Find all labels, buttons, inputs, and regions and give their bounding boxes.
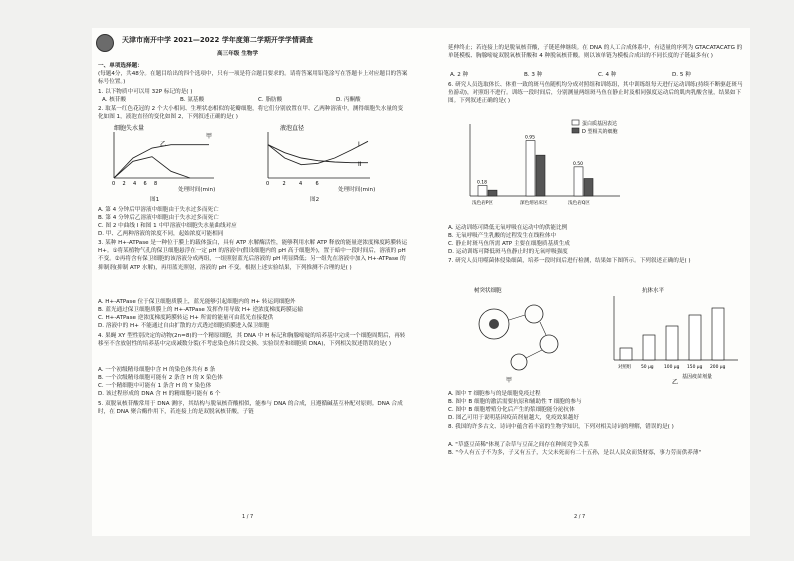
q6-bar-value: 0.50: [573, 161, 584, 167]
q2-option-c: C. 图 2 中曲线 I 和图 1 中甲溶液中细胞失水量曲线对应: [98, 223, 237, 229]
fig2-tick-label: 2: [282, 181, 286, 187]
fig2-xlabel: 处理时间(min): [338, 187, 376, 193]
q1-stem: 1. 以下物质中可以用 32P 标记的是( ): [98, 89, 193, 95]
q6-stem: 6. 研究人员选取体长、体重一致的斑马鱼随机均分成对照组和训练组，其中训练组每天进行运动训练(持续不断驱赶斑马鱼游动)，对照组不进行。训练一段时间后，分别测量两组斑马鱼在静止时及相同强度运动后的肌肉乳酸含量，结果如下图。下列叙述正确的是( ): [448, 82, 743, 105]
q4-option-a: A. 一个初级精母细胞中含 H 的染色体共有 8 条: [98, 367, 216, 373]
q6-bar: [584, 179, 593, 197]
q5-option-a: A. 2 种: [450, 72, 469, 78]
q1-option-d: D. 丙酮酸: [336, 97, 361, 103]
school-title: 天津市南开中学 2021—2022 学年度第二学期开学学情调查: [122, 36, 313, 44]
fig1-tick-label: 8: [154, 181, 158, 187]
q6-bar-value: 0.18: [477, 180, 488, 186]
fig1-tick-label: 4: [133, 181, 137, 187]
q4-option-b: B. 一个次级精母细胞可能有 2 条含 H 的 X 染色体: [98, 375, 223, 381]
q5-option-c: C. 4 种: [598, 72, 617, 78]
fig1-tick-label: 0: [112, 181, 116, 187]
section-instruction: (每题4分，共48分。在题目给出的四个选项中，只有一项是符合题目要求的。请将答案用铅笔涂写在答题卡上对应题目的答案标号位置。): [98, 71, 408, 86]
fig2-label-ii: II: [358, 161, 362, 168]
fig1-tick-label: 6: [143, 181, 147, 187]
q5-stem: 5. 双脱氧核苷酸常用于 DNA 测序，其结构与脱氧核苷酸相似，能参与 DNA 的合成，且遵循碱基互补配对原则。DNA 合成时，在 DNA 聚合酶作用下，若连接上的是双脱氧核苷酸，子链: [98, 401, 403, 416]
fig2-tick-label: 6: [315, 181, 319, 187]
q1-option-a: A. 核苷酸: [102, 97, 127, 103]
left-page: [92, 28, 414, 536]
q3-stem: 3. 某种 H+-ATPase 是一种位于膜上的载体蛋白，具有 ATP 水解酶活性，能够利用水解 ATP 释放的能量逆浓度梯度跨膜转运 H+。①将某植物气孔的保卫细胞悬浮在一定 pH 的溶液中(假设细胞内的 pH 高于细胞外)，置于暗中一段时间后，溶液的 pH 不变。②再将含有保卫细胞的该溶液分成两组，一组照射蓝光后溶液的 pH 明显降低；另一组先在溶液中加入 H+-ATPase 的抑制剂(抑制 ATP 水解)，再用蓝光照射，溶液的 pH 不变。根据上述实验结果，下列推测不合理的是( ): [98, 240, 408, 271]
q6-category-label: 浅色岩Q区: [568, 201, 590, 206]
q2-stem: 2. 取某一红色花冠的 2 个大小相同、生理状态相似的花瓣细胞，将它们分别放置在甲、乙两种溶液中，测得细胞失水量的变化如图 1，液泡直径的变化如图 2，下列叙述正确的是( ): [98, 106, 404, 121]
q7-xlabel: 基因疫苗剂量: [682, 374, 713, 380]
q4-option-d: D. 该过程形成的 DNA 含 H 的精细胞可能有 6 个: [98, 391, 221, 397]
fig1-xlabel: 处理时间(min): [178, 187, 216, 193]
right-page: [414, 28, 750, 536]
fig1-label-b: 乙: [160, 141, 167, 148]
q7-caption-right: 乙: [672, 379, 679, 384]
fig1-chart: [102, 122, 222, 192]
q7-stem: 7. 研究人员用噬菌体侵染细菌，培养一段时间后进行检测，结果如下图所示。下列叙述正确的是( ): [448, 258, 691, 264]
q6-legend-b: D 型相关的细胞: [582, 129, 618, 135]
q7-caption-left: 甲: [506, 377, 513, 384]
q4-option-c: C. 一个精细胞中可能有 1 条含 H 的 Y 染色体: [98, 383, 212, 389]
q6-legend-a: 蛋白质基因表达: [582, 121, 618, 127]
page-number-right: 2 / 7: [574, 514, 586, 520]
q6-bar: [526, 141, 535, 196]
q7-left-label: 树突状细胞: [474, 288, 502, 294]
q7-category-label: 50 μg: [641, 365, 654, 370]
q6-bar: [488, 190, 497, 196]
q3-option-b: B. 蓝光通过保卫细胞质膜上的 H+-ATPase 发挥作用导致 H+ 逆浓度梯度跨膜运输: [98, 307, 303, 313]
q1-option-b: B. 氨基酸: [180, 97, 205, 103]
fig1-label-a: 甲: [206, 133, 213, 140]
q5-option-b: B. 3 种: [524, 72, 543, 78]
fig2-tick-label: 0: [266, 181, 270, 187]
fig2-label-i: I: [358, 141, 360, 148]
grade-subject: 高三年级 生物学: [217, 51, 259, 57]
fig1-caption: 图1: [150, 197, 160, 203]
school-seal-icon: [96, 34, 114, 52]
plasma-cell-icon: [511, 354, 527, 370]
fig2-chart: [258, 122, 378, 192]
q7-bar-chart: [602, 284, 742, 384]
q7-bar: [712, 308, 724, 360]
q6-bar: [574, 167, 583, 196]
q2-option-a: A. 第 4 分钟后甲溶液中细胞由于失水过多而死亡: [98, 207, 219, 213]
page-number-left: 1 / 7: [242, 514, 254, 520]
q7-option-b: B. 图中 B 细胞的激活需要抗原和辅助性 T 细胞的参与: [448, 399, 582, 405]
q6-option-b: B. 无氧呼吸产生乳酸的过程发生在线粒体中: [448, 233, 557, 239]
q7-option-c: C. 图中 B 细胞增殖分化后产生的浆细胞能分泌抗体: [448, 407, 575, 413]
q7-category-label: 100 μg: [664, 365, 680, 370]
q7-category-label: 150 μg: [687, 365, 703, 370]
q7-category-label: 200 μg: [710, 365, 726, 370]
q7-bar: [689, 315, 701, 360]
q3-option-c: C. H+-ATPase 逆浓度梯度跨膜转运 H+ 所需的能量可由蓝光直接提供: [98, 315, 274, 321]
q7-bar: [643, 335, 655, 360]
q6-option-c: C. 静止时斑马鱼所需 ATP 主要在细胞质基质生成: [448, 241, 570, 247]
q6-option-a: A. 运动训练可降低无氧呼吸在运动中的供能比例: [448, 225, 568, 231]
q6-bar-chart: [454, 116, 624, 216]
q7-bar: [620, 348, 632, 360]
fig2-tick-label: 4: [299, 181, 303, 187]
q7-chart-title: 抗体水平: [642, 288, 665, 294]
q6-option-d: D. 运动训练可降低斑马鱼静止时的无氧呼吸强度: [448, 249, 568, 255]
q8-stem: 8. 我国的许多古文、诗词中蕴含着丰富的生物学知识，下列对相关诗词的理解，错误的是( ): [448, 424, 674, 430]
q7-diagram: [454, 284, 574, 384]
q6-legend-a-swatch: [572, 120, 579, 125]
q5-continued: 延伸终止；若连接上的是脱氧核苷酸，子链延伸继续。在 DNA 的人工合成体系中，有适量的序列为 GTACATACATG 的单链模板、胸腺嘧啶双脱氧核苷酸和 4 种脱氧核苷酸。则以该单链为模板合成出的不同长度的子链最多有( ): [448, 45, 743, 60]
q3-option-d: D. 溶液中的 H+ 不能通过自由扩散的方式透过细胞质膜进入保卫细胞: [98, 323, 270, 329]
fig1-curve-b: [114, 157, 190, 178]
fig2-curve-i: [268, 141, 368, 164]
q6-category-label: 浅色岩P区: [472, 201, 494, 206]
q6-bar: [536, 155, 545, 196]
fig2-curve-ii: [268, 145, 368, 163]
q7-category-label: 对照组: [618, 365, 632, 370]
fig2-title: 液泡直径: [280, 125, 305, 132]
q6-bar: [478, 186, 487, 197]
q8-option-b: B. "今人有五子不为多，子又有五子，大父未死而有二十五孙，是以人民众而货财寡，事力劳而供养薄": [448, 450, 702, 456]
q7-option-d: D. 图乙可用于说明基因疫苗剂量越大，免疫效果越好: [448, 415, 579, 421]
fig1-tick-label: 2: [122, 181, 126, 187]
q6-legend-b-swatch: [572, 128, 579, 133]
nucleus-icon: [489, 319, 499, 329]
q7-option-a: A. 图中 T 细胞参与的是细胞免疫过程: [448, 391, 541, 397]
fig2-caption: 图2: [310, 197, 320, 203]
q3-option-a: A. H+-ATPase 位于保卫细胞质膜上，蓝光能够引起细胞内的 H+ 转运到细胞外: [98, 299, 296, 305]
q2-option-d: D. 甲、乙两种溶液的浓度不同，起始浓度可能相同: [98, 231, 224, 237]
q6-bar-value: 0.95: [525, 135, 536, 141]
fig1-curve-a: [114, 145, 209, 178]
b-cell-icon: [540, 335, 558, 353]
t-cell-icon: [525, 305, 543, 323]
q8-option-a: A. "草盛豆苗稀"体现了杂草与豆苗之间存在种间竞争关系: [448, 442, 590, 448]
q5-option-d: D. 5 种: [672, 72, 691, 78]
q2-option-b: B. 第 4 分钟后乙溶液中细胞由于失水过多而死亡: [98, 215, 219, 221]
q7-bar: [666, 326, 678, 360]
q1-option-c: C. 脂肪酸: [258, 97, 283, 103]
q6-category-label: 深色熔岩床区: [520, 201, 548, 206]
section-heading: 一、单项选择题：: [98, 63, 143, 69]
fig1-title: 细胞失水量: [114, 125, 145, 132]
q4-stem: 4. 果蝇 XY 型性别决定的动物(2n=8)的一个精原细胞，其 DNA 中 H 标记和胸腺嘧啶的培养基中完成一个细胞周期后，再转移至不含放射性的培养基中完成减数分裂(不考虑染色体片段交换、实验误差和细胞质 DNA)，下列相关叙述错误的是( ): [98, 333, 406, 348]
